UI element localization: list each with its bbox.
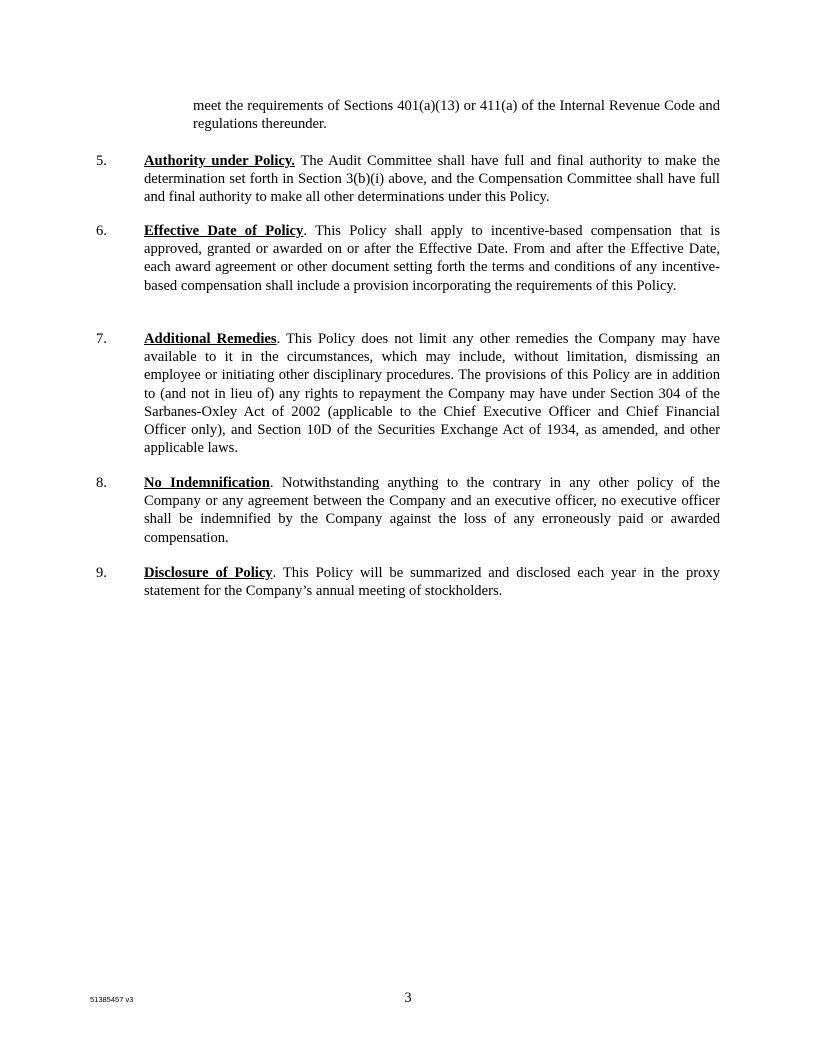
section-body	[144, 564, 720, 600]
section-6	[96, 222, 720, 295]
section-text: . This Policy shall apply to incentive-based compensation that is approved, granted or awarded on or after the Effective Date. From and after the Effective Date, each award agreement or other document setting forth the terms and conditions of any incentive-based compensation shall include a provision incorporating the requirements of this Policy.	[144, 223, 720, 294]
continuation-paragraph: meet the requirements of Sections 401(a)(13) or 411(a) of the Internal Revenue Code and regulations thereunder.	[193, 98, 720, 133]
section-number: 5.	[96, 153, 107, 169]
section-text: . This Policy does not limit any other remedies the Company may have available to it in the circumstances, which may include, without limitation, dismissing an employee or initiating other disciplinary procedures. The provisions of this Policy are in addition to (and not in lieu of) any rights to repayment the Company may have under Section 304 of the Sarbanes-Oxley Act of 2002 (applicable to the Chief Executive Officer and Chief Financial Officer only), and Section 10D of the Securities Exchange Act of 1934, as amended, and other applicable laws.	[144, 331, 720, 457]
section-8	[96, 474, 720, 547]
section-text: The Audit Committee shall have full and final authority to make the determination set forth in Section 3(b)(i) above, and the Compensation Committee shall have full and final authority to make all other determinations under this Policy.	[144, 153, 720, 206]
section-number: 9.	[96, 565, 107, 581]
section-5	[96, 152, 720, 207]
section-heading: No Indemnification	[144, 475, 270, 491]
page-number: 3	[404, 990, 412, 1006]
section-heading: Authority under Policy.	[144, 153, 296, 169]
section-7	[96, 330, 720, 457]
section-number: 8.	[96, 475, 107, 491]
section-heading: Effective Date of Policy	[144, 223, 304, 239]
section-heading: Additional Remedies	[144, 331, 277, 347]
section-text: . Notwithstanding anything to the contrary in any other policy of the Company or any agreement between the Company and an executive officer, no executive officer shall be indemnified by the Company against the loss of any erroneously paid or awarded compensation.	[144, 475, 720, 546]
section-number: 6.	[96, 223, 107, 239]
section-body	[144, 222, 720, 295]
section-body	[144, 152, 720, 207]
section-text: . This Policy will be summarized and disclosed each year in the proxy statement for the Company’s annual meeting of stockholders.	[144, 565, 720, 600]
section-9	[96, 564, 720, 600]
section-heading: Disclosure of Policy	[144, 565, 273, 581]
section-body	[144, 330, 720, 457]
section-number: 7.	[96, 331, 107, 347]
document-id: 51385457 v3	[90, 995, 134, 1004]
section-body	[144, 474, 720, 547]
